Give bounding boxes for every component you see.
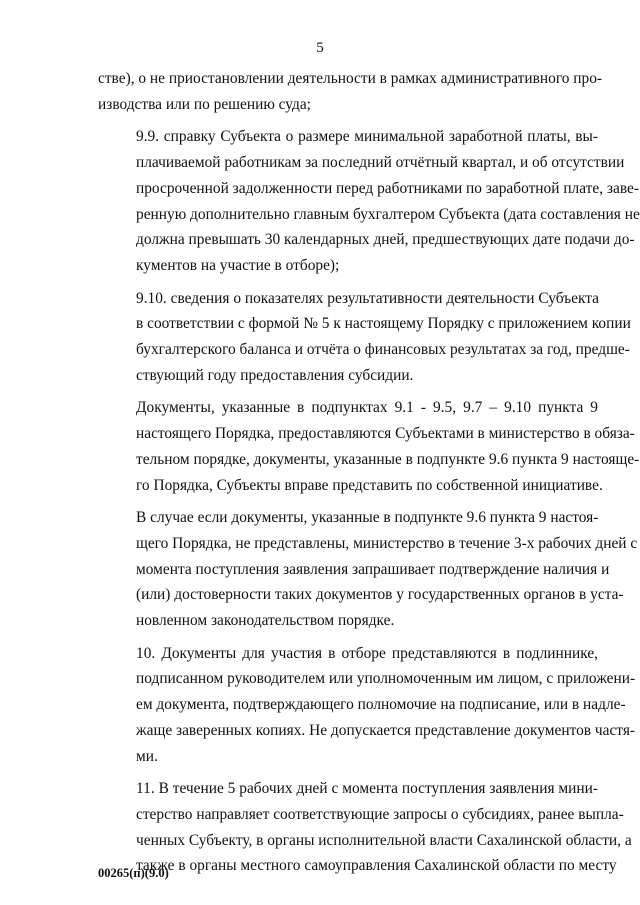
text-line: подписанном руководителем или уполномоченным им лицом, с приложени-: [136, 670, 636, 688]
paragraph: [98, 776, 632, 879]
paragraph: [98, 641, 636, 770]
document-code: 00265(п)(9.0): [98, 866, 169, 880]
document-body: [98, 66, 640, 886]
text-line: плачиваемой работникам за последний отчётный квартал, и об отсутствии: [136, 154, 625, 172]
text-line: щего Порядка, не представлены, министерство в течение 3-х рабочих дней с: [136, 534, 638, 552]
text-line: 11. В течение 5 рабочих дней с момента поступления заявления мини-: [136, 780, 598, 798]
page-number: 5: [316, 40, 324, 56]
text-line: ченных Субъекту, в органы исполнительной власти Сахалинской области, а: [136, 831, 632, 849]
text-line: должна превышать 30 календарных дней, предшествующих дате подачи до-: [136, 231, 635, 249]
text-line: в соответствии с формой № 5 к настоящему Порядку с приложением копии: [136, 315, 631, 333]
text-line: изводства или по решению суда;: [98, 95, 311, 113]
paragraph: [98, 124, 640, 278]
text-line: ми.: [136, 747, 158, 765]
text-line: кументов на участие в отборе);: [136, 256, 340, 274]
text-line: 10. Документы для участия в отборе представляются в подлиннике,: [136, 644, 598, 662]
text-line: 9.10. сведения о показателях результативности деятельности Субъекта: [136, 289, 599, 307]
text-line: настоящего Порядка, предоставляются Субъектами в министерство в обяза-: [136, 425, 635, 443]
paragraph: [98, 286, 631, 389]
text-line: просроченной задолженности перед работниками по заработной плате, заве-: [136, 179, 639, 197]
text-line: В случае если документы, указанные в подпункте 9.6 пункта 9 настоя-: [136, 509, 599, 527]
text-line: стве), о не приостановлении деятельности в рамках административного про-: [98, 70, 603, 87]
paragraph: [98, 66, 603, 117]
text-line: ренную дополнительно главным бухгалтером Субъекта (дата составления не: [136, 205, 640, 223]
text-line: Документы, указанные в подпунктах 9.1 - 9.5, 9.7 – 9.10 пункта 9: [136, 399, 598, 417]
text-line: момента поступления заявления запрашивает подтверждение наличия и: [136, 560, 610, 578]
paragraph: [98, 395, 640, 498]
text-line: жаще заверенных копиях. Не допускается представление документов частя-: [136, 721, 636, 739]
text-line: го Порядка, Субъекты вправе представить по собственной инициативе.: [136, 476, 603, 494]
text-line: тельном порядке, документы, указанные в подпункте 9.6 пункта 9 настояще-: [136, 450, 640, 468]
paragraph: [98, 505, 638, 634]
text-line: ствующий году предоставления субсидии.: [136, 366, 414, 384]
text-line: стерство направляет соответствующие запросы о субсидиях, ранее выпла-: [136, 805, 624, 823]
text-line: также в органы местного самоуправления Сахалинской области по месту: [136, 857, 617, 875]
text-line: 9.9. справку Субъекта о размере минимальной заработной платы, вы-: [136, 128, 598, 146]
text-line: ем документа, подтверждающего полномочие на подписание, или в надле-: [136, 696, 626, 714]
text-line: бухгалтерского баланса и отчёта о финансовых результатах за год, предше-: [136, 341, 630, 359]
text-line: (или) достоверности таких документов у государственных органов в уста-: [136, 586, 624, 604]
text-line: новленном законодательством порядке.: [136, 612, 395, 630]
